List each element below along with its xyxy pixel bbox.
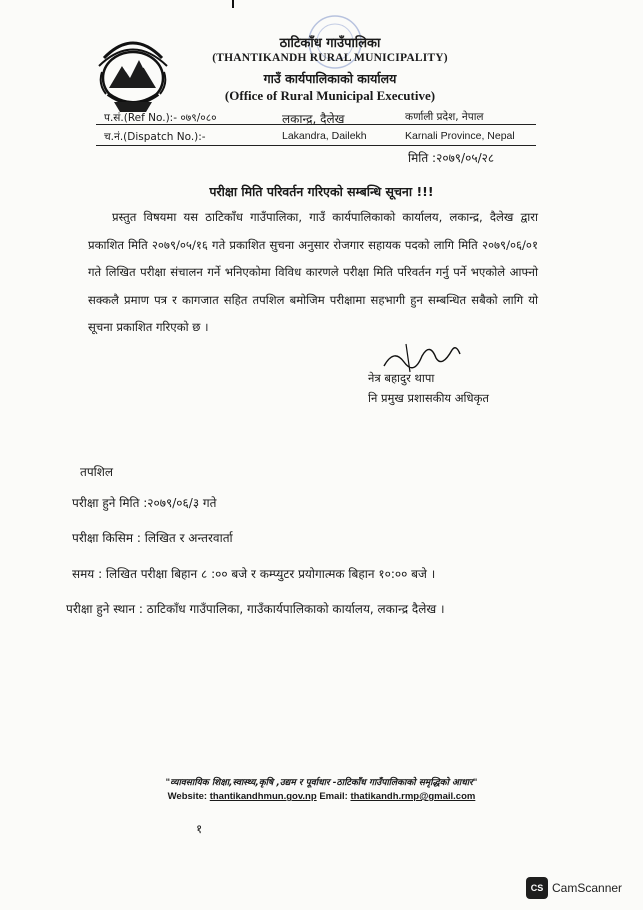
notice-title: परीक्षा मिति परिवर्तन गरिएको सम्बन्धि सूचना !!! [209,184,434,199]
signatory-designation: नि प्रमुख प्रशासकीय अधिकृत [368,391,489,405]
province-en: Karnali Province, Nepal [405,130,515,142]
location-np: लकान्द्र, दैलेख [282,112,345,126]
signatory-name: नेत्र बहादुर थापा [368,371,435,385]
schedule-venue: परीक्षा हुने स्थान : ठाटिकाँध गाउँपालिका, गाउँकार्यपालिकाको कार्यालय, लकान्द्र दैलेख । [66,602,445,616]
camscanner-label: CamScanner [552,881,623,895]
notice-body [88,204,538,342]
office-name-np: गाउँ कार्यपालिकाको कार्यालय [263,71,397,86]
municipality-name-np: ठाटिकाँध गाउँपालिका [279,36,381,51]
signature-icon [382,338,462,374]
footer-contact [0,791,643,802]
schedule-exam-date: परीक्षा हुने मिति :२०७९/०६/३ गते [72,496,217,510]
municipality-emblem-icon [94,28,172,116]
website-label: Website: [167,791,208,802]
email-link[interactable]: thatikandh.rmp@gmail.com [350,791,476,802]
website-link[interactable]: thantikandhmun.gov.np [209,791,317,802]
camscanner-icon: CS [526,877,548,899]
dispatch-number: च.नं.(Dispatch No.):- [104,131,206,143]
notice-body-text: प्रस्तुत विषयमा यस ठाटिकाँध गाउँपालिका, गाउँ कार्यपालिकाको कार्यालय, लकान्द्र, दैलेख द्वारा प्रकाशित मिति २०७९/०५/१६ गते प्रकाशित सुचना अनुसार रोजगार सहायक पदको लागि मिति २०७९/०६/०१ गते लिखित परीक्षा संचालन गर्ने भनिएकोमा विविध कारणले परीक्षा मिति परिवर्तन गर्नु पर्ने भएकोले आफ्नो सक्कलै प्रमाण पत्र र कागजात सहित तपशिल बमोजिम परीक्षामा सहभागी हुन सम्बन्धित सबैको लागि यो सूचना प्रकाशित गरिएको छ । [88,210,538,335]
email-label: Email: [319,791,348,802]
ref-number: प.सं.(Ref No.):- ०७९/०८० [104,112,217,124]
page-mark: १ [196,822,203,836]
location-en: Lakandra, Dailekh [282,130,367,142]
municipality-name-en: (THANTIKANDH RURAL MUNICIPALITY) [212,52,448,64]
schedule-time: समय : लिखित परीक्षा बिहान ८ :०० बजे र कम्प्युटर प्रयोगात्मक बिहान १०:०० बजे । [72,567,436,581]
office-name-en: (Office of Rural Municipal Executive) [224,88,436,103]
province-np: कर्णाली प्रदेश, नेपाल [405,111,484,123]
notice-date: मिति :२०७९/०५/२८ [408,151,495,165]
header-rule-bottom [96,145,536,146]
camscanner-watermark [526,877,622,899]
schedule-heading: तपशिल [80,465,114,479]
schedule-exam-type: परीक्षा किसिम : लिखित र अन्तरवार्ता [72,531,233,545]
footer-motto: "व्यावसायिक शिक्षा,स्वास्थ्य,कृषि ,उद्यम र पूर्वाधार -ठाटिकाँध गाउँपालिकाको समृद्धिको आधार" [165,778,478,788]
scan-mark [232,0,234,8]
